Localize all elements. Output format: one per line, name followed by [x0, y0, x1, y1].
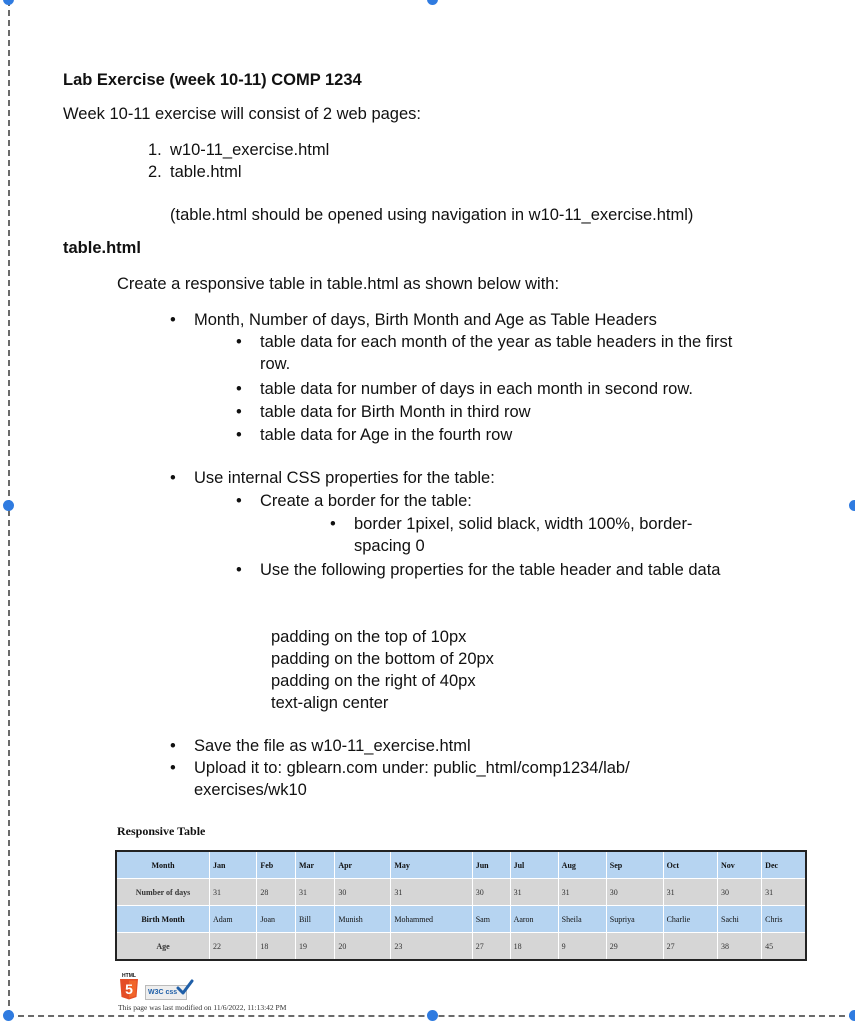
css-sublist [260, 490, 738, 512]
html5-badge-label: HTML [122, 973, 136, 979]
props-list [260, 559, 738, 581]
resize-handle-right[interactable] [849, 500, 855, 511]
prop-line: padding on the bottom of 20px [271, 650, 494, 668]
table-cell: 30 [606, 879, 663, 906]
list-item: • table data for Birth Month in third row [260, 401, 738, 423]
row-header: Birth Month [116, 906, 210, 933]
table-cell: Aug [558, 851, 606, 879]
table-cell: 29 [606, 933, 663, 961]
pages-list [148, 139, 330, 183]
table-cell: 38 [718, 933, 762, 961]
table-cell: 30 [335, 879, 391, 906]
table-cell: 28 [257, 879, 296, 906]
headers-list [194, 309, 734, 331]
preview-title: Responsive Table [117, 824, 206, 838]
table-cell: Joan [257, 906, 296, 933]
table-cell: Sachi [718, 906, 762, 933]
list-item: 2. table.html [148, 163, 242, 181]
headers-sublist [260, 331, 738, 446]
table-cell: 27 [663, 933, 717, 961]
list-item: • table data for each month of the year as table headers in the first row. [260, 331, 738, 375]
border-detail-list [354, 513, 734, 557]
table-cell: 18 [510, 933, 558, 961]
table-cell: 45 [762, 933, 806, 961]
list-item: • Upload it to: gblearn.com under: public_html/comp1234/lab/ exercises/wk10 [194, 757, 694, 801]
table-cell: May [391, 851, 472, 879]
page-title: Lab Exercise (week 10-11) COMP 1234 [63, 71, 362, 89]
prop-line: padding on the top of 10px [271, 628, 467, 646]
resize-handle-top[interactable] [427, 0, 438, 5]
table-cell: Apr [335, 851, 391, 879]
list-item: • Use the following properties for the table header and table data [260, 559, 738, 581]
list-item: • Save the file as w10-11_exercise.html [194, 735, 694, 757]
prop-line: text-align center [271, 694, 389, 712]
table-cell: 18 [257, 933, 296, 961]
table-cell: 31 [391, 879, 472, 906]
table-cell: 31 [295, 879, 334, 906]
prop-line: padding on the right of 40px [271, 672, 476, 690]
table-row [116, 879, 806, 906]
table-cell: Nov [718, 851, 762, 879]
table-cell: 31 [762, 879, 806, 906]
list-item: • Month, Number of days, Birth Month and Age as Table Headers [194, 309, 734, 331]
list-item: • table data for number of days in each month in second row. [260, 378, 738, 400]
table-row [116, 851, 806, 879]
section-title: table.html [63, 239, 141, 257]
create-line: Create a responsive table in table.html as shown below with: [117, 275, 560, 293]
css-list [194, 467, 734, 489]
resize-handle-bottom-right[interactable] [849, 1010, 855, 1021]
table-cell: Adam [210, 906, 257, 933]
svg-text:5: 5 [125, 981, 133, 997]
table-cell: 20 [335, 933, 391, 961]
table-cell: 19 [295, 933, 334, 961]
list-item: • Create a border for the table: [260, 490, 738, 512]
table-cell: Chris [762, 906, 806, 933]
table-cell: 27 [472, 933, 510, 961]
table-cell: Bill [295, 906, 334, 933]
nav-note: (table.html should be opened using navigation in w10-11_exercise.html) [170, 206, 694, 224]
table-cell: Mohammed [391, 906, 472, 933]
row-header: Month [116, 851, 210, 879]
table-cell: Jul [510, 851, 558, 879]
checkmark-icon [176, 979, 194, 995]
table-cell: Jan [210, 851, 257, 879]
row-header: Number of days [116, 879, 210, 906]
resize-handle-bottom[interactable] [427, 1010, 438, 1021]
props-lines [271, 626, 494, 714]
table-cell: Dec [762, 851, 806, 879]
table-cell: Sep [606, 851, 663, 879]
table-cell: Mar [295, 851, 334, 879]
list-item: • Use internal CSS properties for the table: [194, 467, 734, 489]
table-cell: Supriya [606, 906, 663, 933]
resize-handle-left[interactable] [3, 500, 14, 511]
intro-text: Week 10-11 exercise will consist of 2 web pages: [63, 105, 421, 123]
row-header: Age [116, 933, 210, 961]
table-cell: Sheila [558, 906, 606, 933]
table-cell: 31 [210, 879, 257, 906]
table-cell: 31 [558, 879, 606, 906]
table-cell: Feb [257, 851, 296, 879]
table-cell: 22 [210, 933, 257, 961]
html5-badge-icon[interactable] [117, 972, 141, 1000]
table-cell: Jun [472, 851, 510, 879]
final-list [194, 735, 694, 801]
table-row [116, 906, 806, 933]
table-cell: 31 [663, 879, 717, 906]
table-cell: Charlie [663, 906, 717, 933]
list-item: 1. w10-11_exercise.html [148, 141, 330, 159]
table-cell: 9 [558, 933, 606, 961]
table-cell: Oct [663, 851, 717, 879]
table-cell: Sam [472, 906, 510, 933]
list-item: • table data for Age in the fourth row [260, 424, 738, 446]
table-cell: Aaron [510, 906, 558, 933]
resize-handle-top-left[interactable] [3, 0, 14, 5]
last-modified-text: This page was last modified on 11/6/2022, 11:13:42 PM [118, 1003, 287, 1012]
table-row [116, 933, 806, 961]
w3c-css-badge-label: W3C css [148, 989, 178, 996]
table-cell: 30 [472, 879, 510, 906]
list-item: • border 1pixel, solid black, width 100%, border-spacing 0 [354, 513, 734, 557]
table-cell: 23 [391, 933, 472, 961]
table-cell: Munish [335, 906, 391, 933]
table-cell: 30 [718, 879, 762, 906]
responsive-table [115, 850, 807, 961]
resize-handle-bottom-left[interactable] [3, 1010, 14, 1021]
table-cell: 31 [510, 879, 558, 906]
